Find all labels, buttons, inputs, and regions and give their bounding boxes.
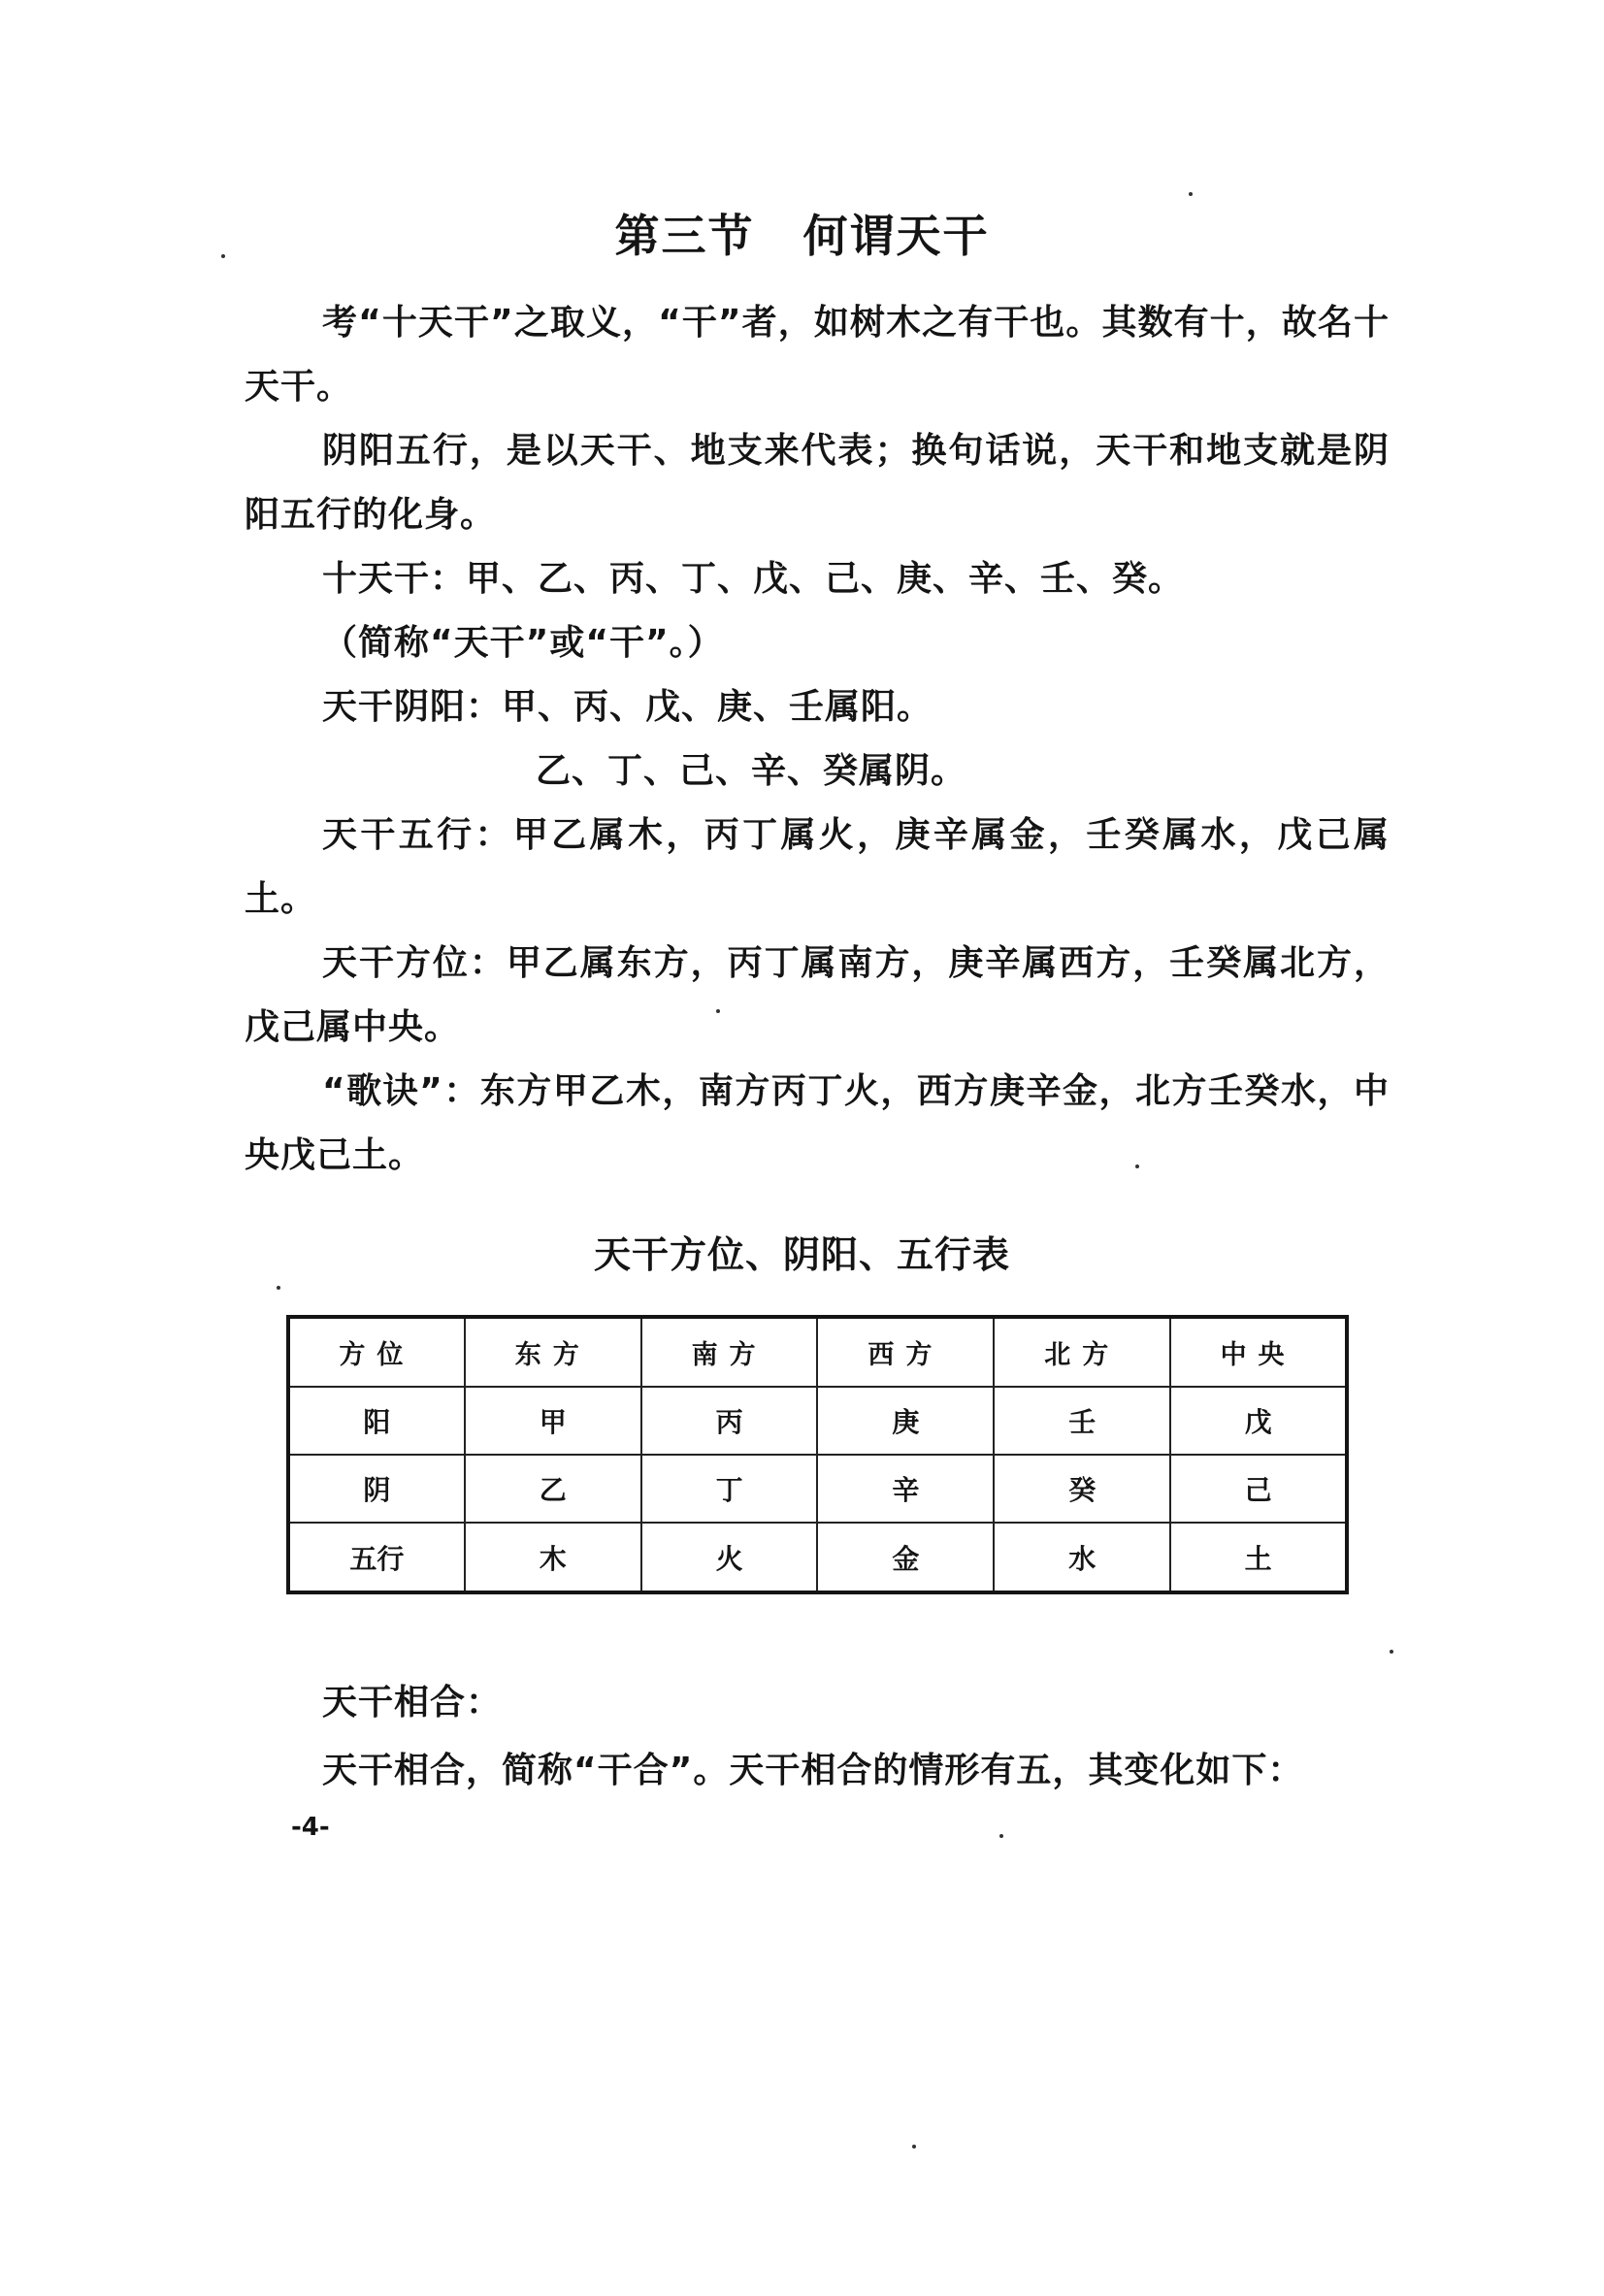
stems-yin-line: 乙、丁、己、辛、癸属阴。: [536, 751, 967, 791]
stems-table: [286, 1315, 1349, 1594]
table-header-cell: 北方: [994, 1317, 1170, 1387]
table-cell: 阳: [288, 1387, 465, 1455]
section-number: 第三节: [614, 210, 755, 262]
table-cell: 戊: [1170, 1387, 1347, 1455]
section-title: [0, 201, 1604, 265]
table-cell: 己: [1170, 1455, 1347, 1523]
scan-speck: [999, 1834, 1003, 1838]
table-row-yin: [288, 1455, 1347, 1523]
subsection-heading: 天干相合：: [322, 1683, 503, 1722]
stems-yang-line: 天干阴阳：甲、丙、戊、庚、壬属阳。: [322, 687, 933, 727]
scan-speck: [1135, 1164, 1139, 1168]
table-header-row: [288, 1317, 1347, 1387]
scan-speck: [221, 254, 225, 258]
stems-wuxing-paragraph: 天干五行：甲乙属木，丙丁属火，庚辛属金，壬癸属水，戊己属土。: [245, 815, 1390, 919]
scan-speck: [716, 1009, 720, 1013]
stems-direction-paragraph: 天干方位：甲乙属东方，丙丁属南方，庚辛属西方，壬癸属北方，戊己属中央。: [245, 943, 1390, 1047]
song-verse-paragraph: “歌诀”：东方甲乙木，南方丙丁火，西方庚辛金，北方壬癸水，中央戊己土。: [245, 1071, 1390, 1175]
table-header-cell: 东方: [465, 1317, 641, 1387]
table-cell: 丙: [641, 1387, 818, 1455]
table-cell: 木: [465, 1523, 641, 1592]
paragraph-yinyang: 阴阳五行，是以天干、地支来代表；换句话说，天干和地支就是阴阳五行的化身。: [245, 431, 1390, 535]
table-cell: 丁: [641, 1455, 818, 1523]
table-cell: 水: [994, 1523, 1170, 1592]
paragraph-intro: 考“十天干”之取义，“干”者，如树木之有干也。其数有十，故名十天干。: [245, 303, 1390, 407]
table-header-cell: 南方: [641, 1317, 818, 1387]
table-cell: 癸: [994, 1455, 1170, 1523]
page-number: -4-: [291, 1813, 330, 1842]
scan-speck: [1189, 192, 1193, 196]
table-cell: 五行: [288, 1523, 465, 1592]
table-title: 天干方位、阴阳、五行表: [593, 1233, 1010, 1276]
ten-stems-line: 十天干：甲、乙、丙、丁、戊、己、庚、辛、壬、癸。: [322, 559, 1185, 599]
scan-speck: [277, 1286, 280, 1290]
table-header-cell: 西方: [817, 1317, 994, 1387]
scan-speck: [912, 2145, 916, 2148]
table-cell: 壬: [994, 1387, 1170, 1455]
abbreviation-line: （简称“天干”或“干”。）: [322, 623, 724, 663]
table-cell: 乙: [465, 1455, 641, 1523]
stem-combination-section: [245, 1669, 1390, 1805]
table-cell: 火: [641, 1523, 818, 1592]
table-cell: 甲: [465, 1387, 641, 1455]
table-header-cell: 中央: [1170, 1317, 1347, 1387]
scan-speck: [1390, 1650, 1393, 1654]
table-cell: 土: [1170, 1523, 1347, 1592]
table-header-cell: 方位: [288, 1317, 465, 1387]
table-cell: 金: [817, 1523, 994, 1592]
body-text: [245, 291, 1390, 1188]
subsection-text: 天干相合，简称“干合”。天干相合的情形有五，其变化如下：: [322, 1751, 1304, 1790]
table-cell: 辛: [817, 1455, 994, 1523]
table-cell: 阴: [288, 1455, 465, 1523]
section-name: 何谓天干: [802, 210, 990, 262]
table-cell: 庚: [817, 1387, 994, 1455]
table-row-wuxing: [288, 1523, 1347, 1592]
table-row-yang: [288, 1387, 1347, 1455]
